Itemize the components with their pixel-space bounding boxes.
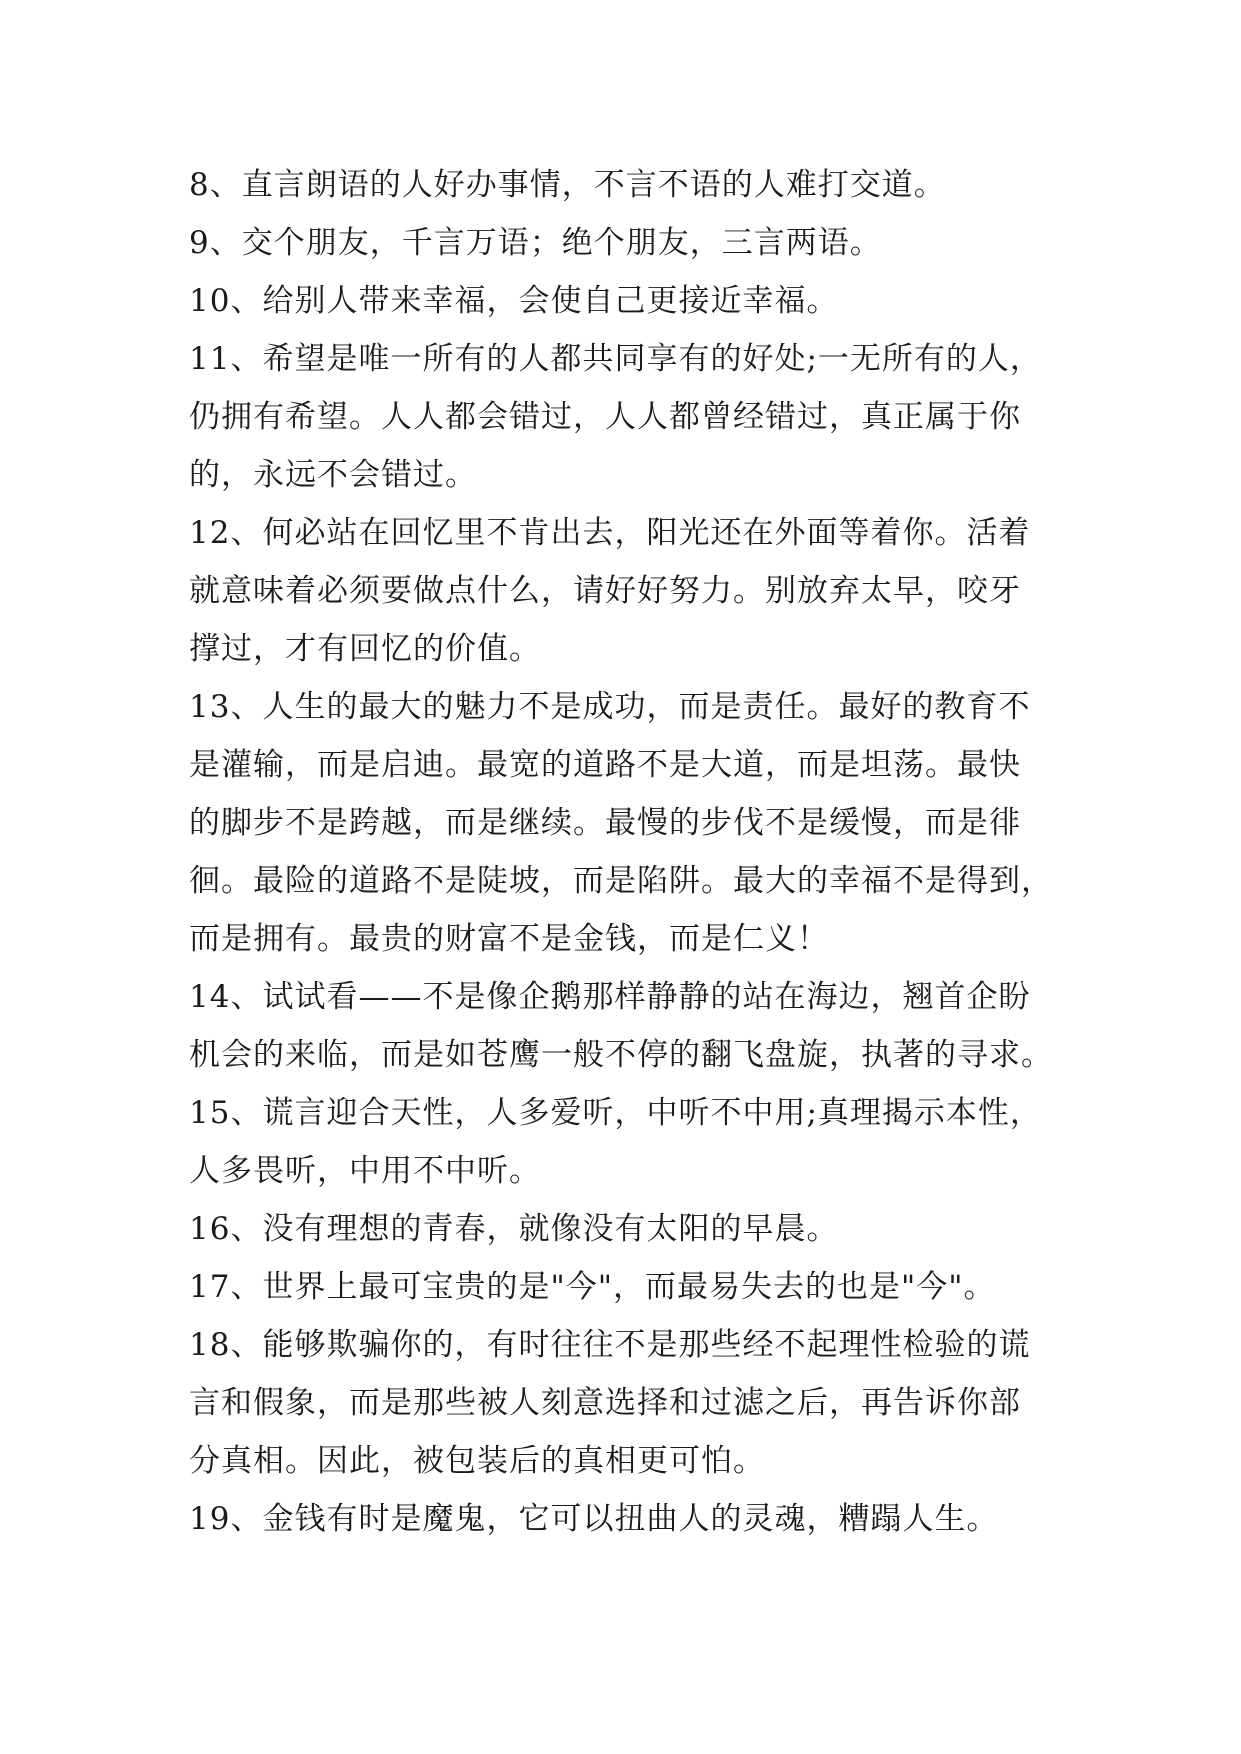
- text-line: 15、谎言迎合天性，人多爱听，中听不中用;真理揭示本性，: [189, 1095, 1042, 1131]
- text-line: 16、没有理想的青春，就像没有太阳的早晨。: [189, 1211, 839, 1247]
- text-line: 8、直言朗语的人好办事情，不言不语的人难打交道。: [189, 167, 946, 203]
- text-line: 就意味着必须要做点什么，请好好努力。别放弃太早，咬牙: [189, 573, 1021, 609]
- text-line: 18、能够欺骗你的，有时往往不是那些经不起理性检验的谎: [189, 1327, 1031, 1363]
- text-line: 12、何必站在回忆里不肯出去，阳光还在外面等着你。活着: [189, 515, 1031, 551]
- text-line: 的，永远不会错过。: [189, 457, 477, 493]
- quotes-text-block: [189, 156, 1069, 1548]
- text-line: 仍拥有希望。人人都会错过，人人都曾经错过，真正属于你: [189, 399, 1021, 435]
- text-line: 11、希望是唯一所有的人都共同享有的好处;一无所有的人，: [189, 341, 1042, 377]
- text-line: 13、人生的最大的魅力不是成功，而是责任。最好的教育不: [189, 689, 1031, 725]
- text-line: 言和假象，而是那些被人刻意选择和过滤之后，再告诉你部: [189, 1385, 1021, 1421]
- text-line: 17、世界上最可宝贵的是"今"，而最易失去的也是"今"。: [189, 1269, 996, 1305]
- text-line: 是灌输，而是启迪。最宽的道路不是大道，而是坦荡。最快: [189, 747, 1021, 783]
- text-line: 徊。最险的道路不是陡坡，而是陷阱。最大的幸福不是得到，: [189, 863, 1053, 899]
- text-line: 人多畏听，中用不中听。: [189, 1153, 541, 1189]
- text-line: 10、给别人带来幸福，会使自己更接近幸福。: [189, 283, 839, 319]
- text-line: 而是拥有。最贵的财富不是金钱，而是仁义！: [189, 921, 829, 957]
- text-line: 9、交个朋友，千言万语；绝个朋友，三言两语。: [189, 225, 882, 261]
- text-line: 分真相。因此，被包装后的真相更可怕。: [189, 1443, 765, 1479]
- text-line: 的脚步不是跨越，而是继续。最慢的步伐不是缓慢，而是徘: [189, 805, 1021, 841]
- text-line: 19、金钱有时是魔鬼，它可以扭曲人的灵魂，糟蹋人生。: [189, 1501, 999, 1537]
- text-line: 撑过，才有回忆的价值。: [189, 631, 541, 667]
- text-line: 14、试试看——不是像企鹅那样静静的站在海边，翘首企盼: [189, 979, 1031, 1015]
- text-line: 机会的来临，而是如苍鹰一般不停的翻飞盘旋，执著的寻求。: [189, 1037, 1053, 1073]
